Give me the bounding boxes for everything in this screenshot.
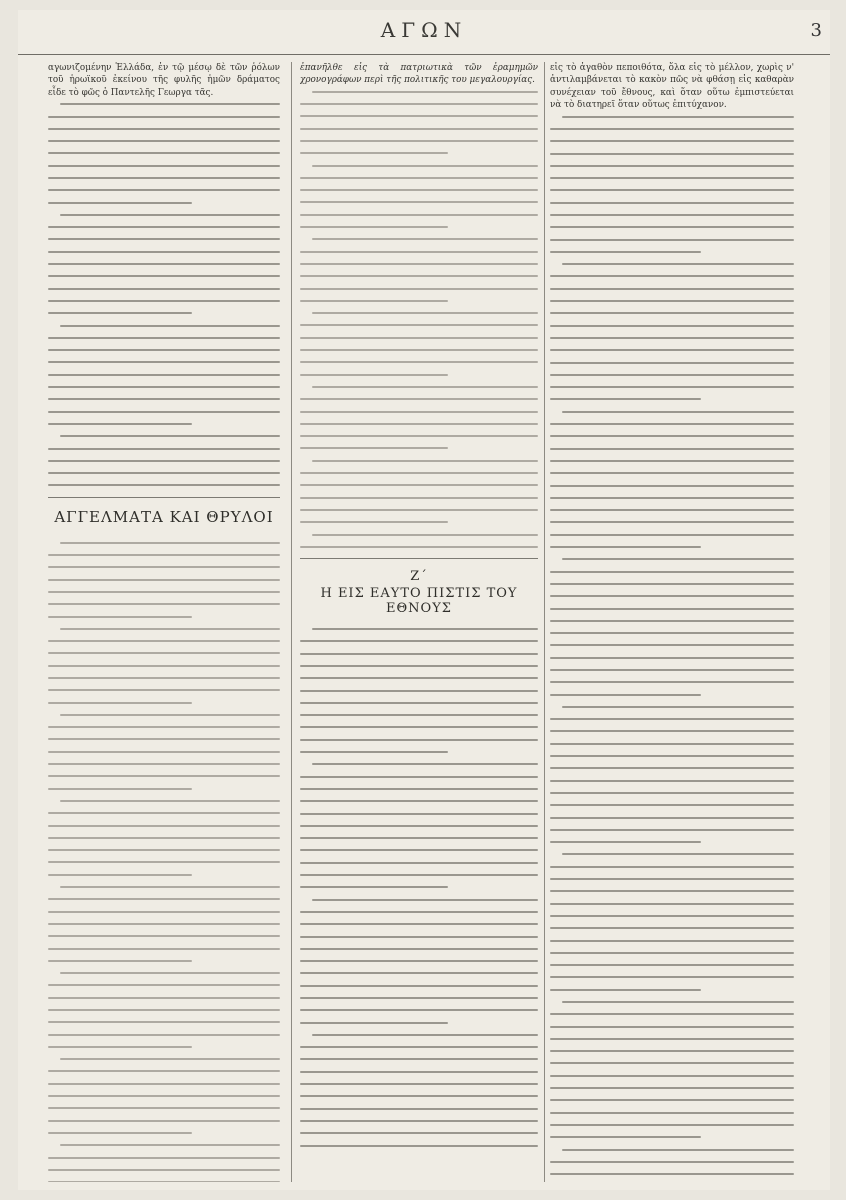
column-2-essay-text [300,628,538,1146]
text-line [300,1132,538,1134]
text-line [60,800,280,802]
text-line [550,1038,794,1040]
text-line [48,411,280,413]
masthead-rule [18,54,830,55]
text-line [550,485,794,487]
text-line [48,997,280,999]
text-line [550,521,794,523]
text-line [48,361,280,363]
text-line [550,1062,794,1064]
text-line [312,534,538,536]
text-line [550,780,794,782]
text-line [550,767,794,769]
text-line [48,861,280,863]
text-line [550,1075,794,1077]
text-line [550,632,794,634]
text-line [300,849,538,851]
column-2-opening-text: ἐπανῆλθε εἰς τὰ πατριωτικὰ τῶν ἐραμημῶν χρονογράφων περὶ τῆς πολιτικῆς του μεγαλουργίας. [300,63,538,86]
text-line [550,214,794,216]
text-line [300,324,538,326]
text-line [300,886,448,888]
column-1 [48,62,280,1182]
text-line [550,743,794,745]
text-line [48,448,280,450]
text-line [48,484,280,486]
text-line [550,398,701,400]
text-line [300,497,538,499]
text-line [312,238,538,240]
text-line [300,825,538,827]
text-line [300,103,538,105]
text-line [300,226,448,228]
text-line [300,1108,538,1110]
text-line [550,472,794,474]
text-line [60,628,280,630]
text-line [48,591,280,593]
column-1-opening-text: αγωνιζομένην Ἑλλάδα, ἐν τῷ μέσῳ δὲ τῶν ῥόλων τοῦ ἡρωϊκοῦ ἐκείνου τῆς φυλῆς ἡμῶν δράματος εἶδε τὸ φῶς ὁ Παντελῆς Γεωργα τᾶς. [48,63,280,98]
text-line [300,1120,538,1122]
text-line [550,976,794,978]
text-line [550,546,701,548]
text-line [300,948,538,950]
text-line [48,300,280,302]
text-line [300,960,538,962]
text-line [550,878,794,880]
text-line [60,886,280,888]
text-line [300,997,538,999]
text-line [300,1046,538,1048]
text-line [300,152,448,154]
text-line [300,214,538,216]
text-line [300,640,538,642]
text-line [48,677,280,679]
text-line [312,628,538,630]
text-line [48,566,280,568]
text-line [48,1083,280,1085]
text-line [550,694,701,696]
text-line [48,825,280,827]
text-line [48,837,280,839]
text-line [300,1083,538,1085]
text-line [300,653,538,655]
text-line [550,497,794,499]
text-line [550,226,794,228]
text-line [48,288,280,290]
newspaper-page [18,10,830,1190]
text-line [48,935,280,937]
text-line [48,337,280,339]
text-line [300,751,448,753]
text-line [48,275,280,277]
text-line [550,1050,794,1052]
text-line [300,911,538,913]
text-line [60,214,280,216]
text-line [562,116,794,118]
text-line [562,263,794,265]
text-line [48,398,280,400]
column-2-news-items [300,91,538,548]
text-line [550,952,794,954]
text-line [550,681,794,683]
text-line [550,153,794,155]
text-line [60,714,280,716]
text-line [550,386,794,388]
text-line [550,1136,701,1138]
text-line [48,911,280,913]
text-line [300,115,538,117]
text-line [550,300,794,302]
text-line [48,616,192,618]
text-line [48,960,192,962]
text-line [550,841,701,843]
text-line [300,374,448,376]
text-line [300,862,538,864]
text-line [48,202,192,204]
text-line [550,509,794,511]
text-line [300,484,538,486]
text-line [300,201,538,203]
text-line [60,1144,280,1146]
text-line [300,1145,538,1147]
text-line [550,903,794,905]
text-line [312,763,538,765]
text-line [550,177,794,179]
column-divider [291,62,292,1182]
text-line [48,763,280,765]
text-line [48,812,280,814]
text-line [300,874,538,876]
text-line [550,362,794,364]
text-line [550,927,794,929]
text-line [48,238,280,240]
text-line [300,288,538,290]
text-line [300,509,538,511]
column-3 [550,62,794,1182]
text-line [60,435,280,437]
text-line [562,1001,794,1003]
text-line [300,1095,538,1097]
text-line [312,91,538,93]
text-line [300,985,538,987]
text-line [300,788,538,790]
text-line [300,189,538,191]
section-heading-pistis: Η ΕΙΣ ΕΑΥΤΟ ΠΙΣΤΙΣ ΤΟΥ ΕΘΝΟΥΣ [320,586,518,617]
text-line [312,1034,538,1036]
section-divider [48,497,280,498]
text-line [550,140,794,142]
text-line [550,989,701,991]
text-line [48,1169,280,1171]
text-line [48,263,280,265]
text-line [48,775,280,777]
masthead [18,10,830,50]
text-line [550,1026,794,1028]
text-line [550,448,794,450]
text-line [550,730,794,732]
text-line [312,460,538,462]
text-line [48,165,280,167]
text-line [562,558,794,560]
text-line [300,714,538,716]
text-line [48,984,280,986]
text-line [550,718,794,720]
text-line [550,275,794,277]
section-divider [300,558,538,559]
text-line [550,657,794,659]
text-line [550,288,794,290]
text-line [550,312,794,314]
text-line [60,325,280,327]
text-line [550,1112,794,1114]
text-line [48,738,280,740]
text-line [300,337,538,339]
text-line [300,972,538,974]
text-line [300,813,538,815]
text-line [300,128,538,130]
text-line [300,739,538,741]
text-line [562,706,794,708]
text-line [48,1157,280,1159]
text-line [48,1009,280,1011]
text-line [48,1107,280,1109]
text-line [48,1181,280,1182]
text-line [300,1022,448,1024]
text-line [300,361,538,363]
text-line [550,804,794,806]
text-line [312,312,538,314]
text-line [550,165,794,167]
text-line [550,940,794,942]
text-line [60,103,280,105]
text-line [48,1021,280,1023]
text-line [48,898,280,900]
text-line [48,189,280,191]
text-line [550,866,794,868]
section-heading-angelmata: ΑΓΓΕΛΜΑΤΑ ΚΑΙ ΘΡΥΛΟΙ [54,507,274,526]
text-line [300,140,538,142]
text-line [48,423,192,425]
text-line [300,521,448,523]
text-line [60,972,280,974]
text-line [300,726,538,728]
column-3-opening-text: εἰς τὸ ἀγαθὸν πεποιθότα, ὅλα εἰς τὸ μέλλον, χωρὶς ν' ἀντιλαμβάνεται τὸ κακὸν πῶς νὰ φθάσῃ εἰς καθαρὰν συνέχειαν τοῦ ἔθνους, καὶ ὅταν οὕτω ἐμπιστεύεται νὰ τὸ διατηρεῖ ὅταν οὕτως ἐπιτύχανον. [550,63,794,111]
text-line [300,423,538,425]
text-line [48,689,280,691]
text-line [48,923,280,925]
text-line [550,1099,794,1101]
text-line [562,1149,794,1151]
text-line [300,177,538,179]
text-line [300,472,538,474]
text-line [550,251,701,253]
text-line [300,837,538,839]
text-line [550,1087,794,1089]
text-line [48,554,280,556]
text-line [48,312,192,314]
text-line [562,853,794,855]
text-line [300,349,538,351]
text-line [300,1009,538,1011]
column-1-body-text [48,103,280,486]
text-line [48,226,280,228]
text-line [550,534,794,536]
text-line [312,165,538,167]
text-line [550,1013,794,1015]
column-2 [300,62,538,1182]
text-line [48,1095,280,1097]
text-line [48,460,280,462]
text-line [48,128,280,130]
text-line [48,702,192,704]
text-line [550,349,794,351]
text-line [60,542,280,544]
text-line [300,776,538,778]
text-line [550,817,794,819]
text-line [550,1173,794,1175]
text-line [312,386,538,388]
text-line [48,140,280,142]
text-line [550,964,794,966]
text-line [48,665,280,667]
text-line [48,751,280,753]
text-line [550,644,794,646]
text-line [550,325,794,327]
text-line [550,460,794,462]
newspaper-title: ΑΓΩΝ [380,18,468,42]
text-line [550,915,794,917]
column-3-essay-text [550,116,794,1182]
text-line [48,386,280,388]
text-line [550,890,794,892]
text-line [48,603,280,605]
text-line [48,1046,192,1048]
text-line [300,923,538,925]
text-line [300,1058,538,1060]
text-line [550,337,794,339]
text-line [550,1161,794,1163]
text-line [300,263,538,265]
text-line [48,849,280,851]
text-line [550,669,794,671]
text-line [48,1132,192,1134]
text-line [48,251,280,253]
text-line [300,300,448,302]
text-line [60,1058,280,1060]
text-line [300,677,538,679]
text-line [550,755,794,757]
column-divider [544,62,545,1182]
text-line [300,435,538,437]
text-line [300,936,538,938]
text-line [550,571,794,573]
text-line [300,690,538,692]
text-line [48,177,280,179]
text-line [550,202,794,204]
text-line [300,546,538,548]
text-line [550,435,794,437]
text-line [550,595,794,597]
section-number: Ζ΄ [410,569,428,585]
text-line [300,398,538,400]
text-line [300,800,538,802]
text-line [550,583,794,585]
text-line [48,1120,280,1122]
text-line [48,726,280,728]
text-line [48,116,280,118]
text-line [48,152,280,154]
text-line [48,874,192,876]
text-line [300,447,448,449]
text-line [300,275,538,277]
text-line [48,579,280,581]
text-line [550,792,794,794]
text-line [48,374,280,376]
text-line [48,1034,280,1036]
text-line [300,411,538,413]
page-number: 3 [810,20,822,41]
text-line [48,349,280,351]
text-line [562,411,794,413]
text-line [48,788,192,790]
text-line [48,640,280,642]
text-line [550,423,794,425]
column-1-news-items [48,542,280,1182]
text-line [300,251,538,253]
text-line [300,1071,538,1073]
text-line [550,239,794,241]
text-line [48,948,280,950]
text-line [550,608,794,610]
text-line [550,1124,794,1126]
text-line [48,652,280,654]
text-line [48,1070,280,1072]
text-line [300,665,538,667]
text-line [550,128,794,130]
text-line [550,189,794,191]
text-line [550,374,794,376]
text-line [312,899,538,901]
text-line [550,620,794,622]
text-line [48,472,280,474]
text-line [550,829,794,831]
text-line [300,702,538,704]
